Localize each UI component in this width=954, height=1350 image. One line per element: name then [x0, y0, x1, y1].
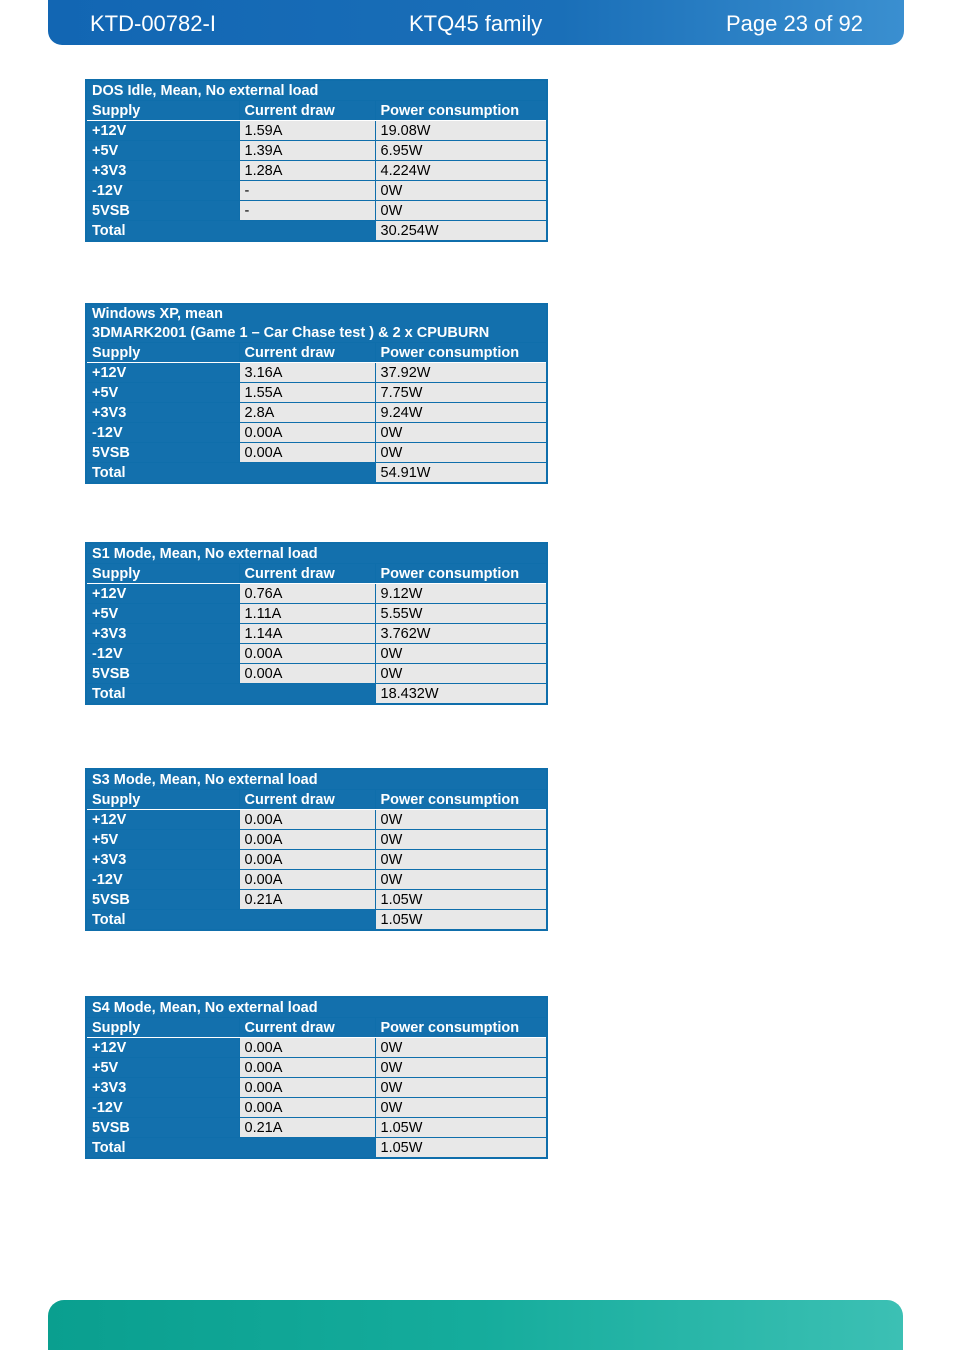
- supply-cell: 5VSB: [86, 664, 239, 684]
- table-row: [86, 830, 547, 850]
- power-table-s4-mode: [85, 996, 548, 1159]
- col-current: Current draw: [239, 343, 375, 363]
- supply-cell: +5V: [86, 1058, 239, 1078]
- col-supply: Supply: [86, 101, 239, 121]
- current-cell: 0.00A: [239, 664, 375, 684]
- power-cell: 0W: [375, 870, 547, 890]
- current-cell: 2.8A: [239, 403, 375, 423]
- total-label: Total: [86, 1138, 375, 1159]
- power-cell: 4.224W: [375, 161, 547, 181]
- power-cell: 9.12W: [375, 584, 547, 604]
- supply-cell: +12V: [86, 810, 239, 830]
- power-cell: 0W: [375, 1098, 547, 1118]
- table-row: [86, 664, 547, 684]
- power-cell: 1.05W: [375, 890, 547, 910]
- table-row: [86, 810, 547, 830]
- current-cell: 0.00A: [239, 810, 375, 830]
- table-row: [86, 870, 547, 890]
- current-cell: 1.14A: [239, 624, 375, 644]
- power-table-windows-xp: [85, 303, 548, 484]
- total-value: 54.91W: [375, 463, 547, 484]
- power-cell: 19.08W: [375, 121, 547, 141]
- power-cell: 37.92W: [375, 363, 547, 383]
- supply-cell: +3V3: [86, 403, 239, 423]
- power-table-dos-idle: [85, 79, 548, 242]
- total-row: [86, 1138, 547, 1159]
- table-row: [86, 1098, 547, 1118]
- table-row: [86, 850, 547, 870]
- col-power: Power consumption: [375, 343, 547, 363]
- current-cell: 0.00A: [239, 1058, 375, 1078]
- table-row: [86, 403, 547, 423]
- current-cell: 0.00A: [239, 850, 375, 870]
- total-label: Total: [86, 910, 375, 931]
- table-title: S1 Mode, Mean, No external load: [86, 543, 547, 564]
- header-row: [86, 1018, 547, 1038]
- total-label: Total: [86, 463, 375, 484]
- supply-cell: -12V: [86, 870, 239, 890]
- table-row: [86, 604, 547, 624]
- power-cell: 0W: [375, 850, 547, 870]
- supply-cell: 5VSB: [86, 201, 239, 221]
- total-row: [86, 684, 547, 705]
- table-row: [86, 363, 547, 383]
- current-cell: 0.00A: [239, 443, 375, 463]
- table-row: [86, 624, 547, 644]
- supply-cell: -12V: [86, 181, 239, 201]
- power-cell: 0W: [375, 423, 547, 443]
- supply-cell: +5V: [86, 604, 239, 624]
- col-current: Current draw: [239, 1018, 375, 1038]
- header-row: [86, 790, 547, 810]
- table-title: DOS Idle, Mean, No external load: [86, 80, 547, 101]
- col-supply: Supply: [86, 564, 239, 584]
- power-cell: 0W: [375, 443, 547, 463]
- col-supply: Supply: [86, 790, 239, 810]
- col-power: Power consumption: [375, 564, 547, 584]
- table-row: [86, 644, 547, 664]
- power-cell: 0W: [375, 1058, 547, 1078]
- table-row: [86, 1038, 547, 1058]
- table-row: [86, 161, 547, 181]
- table-row: [86, 584, 547, 604]
- table-row: [86, 121, 547, 141]
- supply-cell: -12V: [86, 644, 239, 664]
- power-cell: 0W: [375, 644, 547, 664]
- total-row: [86, 221, 547, 242]
- power-cell: 7.75W: [375, 383, 547, 403]
- header-row: [86, 343, 547, 363]
- supply-cell: +3V3: [86, 624, 239, 644]
- total-value: 1.05W: [375, 1138, 547, 1159]
- current-cell: 1.55A: [239, 383, 375, 403]
- power-cell: 1.05W: [375, 1118, 547, 1138]
- power-cell: 0W: [375, 830, 547, 850]
- supply-cell: -12V: [86, 1098, 239, 1118]
- supply-cell: +12V: [86, 584, 239, 604]
- supply-cell: +5V: [86, 830, 239, 850]
- current-cell: 0.00A: [239, 1038, 375, 1058]
- table-row: [86, 1058, 547, 1078]
- supply-cell: +5V: [86, 383, 239, 403]
- total-row: [86, 910, 547, 931]
- supply-cell: +12V: [86, 1038, 239, 1058]
- supply-cell: 5VSB: [86, 443, 239, 463]
- supply-cell: +5V: [86, 141, 239, 161]
- current-cell: 0.00A: [239, 830, 375, 850]
- supply-cell: +12V: [86, 121, 239, 141]
- table-title: S4 Mode, Mean, No external load: [86, 997, 547, 1018]
- power-table-s1-mode: [85, 542, 548, 705]
- col-power: Power consumption: [375, 1018, 547, 1038]
- table-row: [86, 1078, 547, 1098]
- table-row: [86, 443, 547, 463]
- total-value: 18.432W: [375, 684, 547, 705]
- col-supply: Supply: [86, 1018, 239, 1038]
- power-cell: 0W: [375, 1078, 547, 1098]
- current-cell: 1.28A: [239, 161, 375, 181]
- current-cell: 3.16A: [239, 363, 375, 383]
- power-cell: 3.762W: [375, 624, 547, 644]
- current-cell: 0.00A: [239, 870, 375, 890]
- table-row: [86, 423, 547, 443]
- current-cell: -: [239, 201, 375, 221]
- supply-cell: +3V3: [86, 1078, 239, 1098]
- power-cell: 5.55W: [375, 604, 547, 624]
- power-cell: 6.95W: [375, 141, 547, 161]
- table-row: [86, 201, 547, 221]
- current-cell: 0.00A: [239, 1098, 375, 1118]
- col-power: Power consumption: [375, 790, 547, 810]
- power-cell: 0W: [375, 181, 547, 201]
- supply-cell: 5VSB: [86, 890, 239, 910]
- supply-cell: -12V: [86, 423, 239, 443]
- total-label: Total: [86, 221, 375, 242]
- col-power: Power consumption: [375, 101, 547, 121]
- total-label: Total: [86, 684, 375, 705]
- page-number: Page 23 of 92: [725, 11, 863, 36]
- col-current: Current draw: [239, 101, 375, 121]
- current-cell: 0.76A: [239, 584, 375, 604]
- total-value: 1.05W: [375, 910, 547, 931]
- table-row: [86, 1118, 547, 1138]
- power-cell: 0W: [375, 664, 547, 684]
- supply-cell: +3V3: [86, 161, 239, 181]
- current-cell: -: [239, 181, 375, 201]
- header-row: [86, 101, 547, 121]
- current-cell: 0.00A: [239, 1078, 375, 1098]
- table-row: [86, 890, 547, 910]
- current-cell: 0.00A: [239, 644, 375, 664]
- page-header: [48, 0, 904, 45]
- power-cell: 0W: [375, 201, 547, 221]
- current-cell: 1.11A: [239, 604, 375, 624]
- current-cell: 1.59A: [239, 121, 375, 141]
- power-cell: 9.24W: [375, 403, 547, 423]
- total-row: [86, 463, 547, 484]
- header-row: [86, 564, 547, 584]
- document-id: KTD-00782-I: [90, 11, 216, 36]
- supply-cell: +12V: [86, 363, 239, 383]
- power-cell: 0W: [375, 810, 547, 830]
- supply-cell: +3V3: [86, 850, 239, 870]
- table-title: [86, 304, 547, 343]
- table-row: [86, 383, 547, 403]
- table-row: [86, 141, 547, 161]
- current-cell: 0.21A: [239, 1118, 375, 1138]
- supply-cell: 5VSB: [86, 1118, 239, 1138]
- table-title-line2: 3DMARK2001 (Game 1 – Car Chase test ) & 2 x CPUBURN: [92, 325, 490, 341]
- page-footer-band: [48, 1300, 903, 1350]
- current-cell: 0.00A: [239, 423, 375, 443]
- power-table-s3-mode: [85, 768, 548, 931]
- power-cell: 0W: [375, 1038, 547, 1058]
- product-family: KTQ45 family: [409, 11, 543, 36]
- total-value: 30.254W: [375, 221, 547, 242]
- table-title-line1: Windows XP, mean: [92, 306, 223, 322]
- col-current: Current draw: [239, 790, 375, 810]
- current-cell: 0.21A: [239, 890, 375, 910]
- current-cell: 1.39A: [239, 141, 375, 161]
- table-title: S3 Mode, Mean, No external load: [86, 769, 547, 790]
- table-row: [86, 181, 547, 201]
- col-supply: Supply: [86, 343, 239, 363]
- col-current: Current draw: [239, 564, 375, 584]
